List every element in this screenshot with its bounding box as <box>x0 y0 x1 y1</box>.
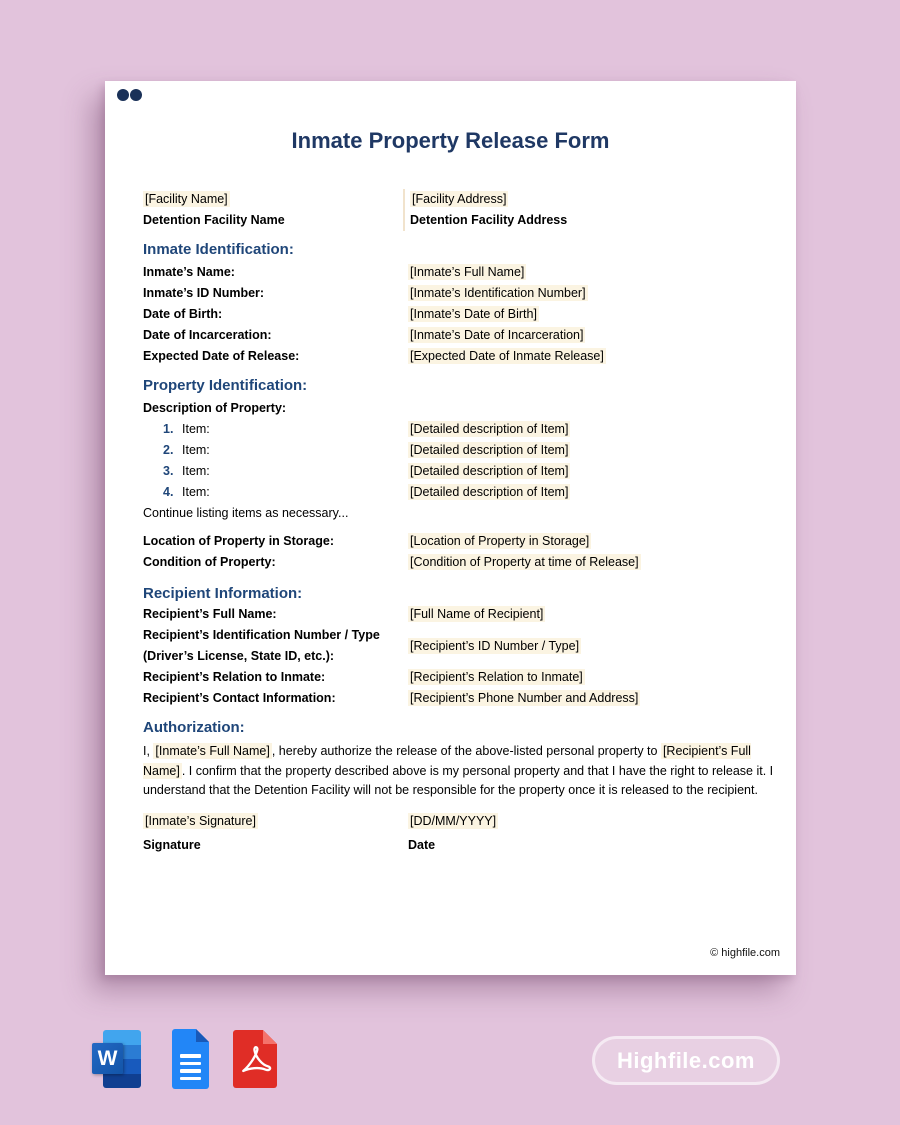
property-items-list <box>143 419 785 503</box>
facility-address-label: Detention Facility Address <box>410 213 568 227</box>
section-heading-authorization: Authorization: <box>143 719 245 736</box>
logo-dot-icon <box>117 89 129 101</box>
acrobat-mark-icon <box>237 1043 273 1079</box>
paragraph-segment: , hereby authorize the release of the above-listed personal property to <box>271 744 661 758</box>
document-content <box>105 189 796 855</box>
row-label: Location of Property in Storage: <box>143 534 334 548</box>
item-placeholder: [Detailed description of Item] <box>410 464 569 478</box>
row-label: Expected Date of Release: <box>143 349 300 363</box>
copyright-text: © highfile.com <box>710 947 780 959</box>
row-placeholder: [Inmate’s Date of Birth] <box>410 307 537 321</box>
recipient-rows <box>143 604 785 709</box>
form-row <box>143 325 785 346</box>
signature-column <box>143 811 408 855</box>
row-label-line2: (Driver’s License, State ID, etc.): <box>143 649 335 663</box>
form-row <box>143 625 785 667</box>
signature-block <box>143 811 785 855</box>
form-row <box>143 604 785 625</box>
row-label: Date of Incarceration: <box>143 328 272 342</box>
item-number: 1. <box>163 422 174 436</box>
docs-corner-fold <box>196 1029 209 1042</box>
paragraph-segment: . I confirm that the property described above is my personal property and that I have the right to release it. I understand that the Detention Facility will not be responsible for the property once it is released to the recipient. <box>143 763 774 797</box>
section-heading-inmate-identification: Inmate Identification: <box>143 241 294 258</box>
paragraph-placeholder: [Recipient’s Full Name] <box>143 744 751 778</box>
section-heading-recipient-information: Recipient Information: <box>143 585 303 602</box>
row-label: Inmate’s Name: <box>143 265 235 279</box>
row-placeholder: [Recipient’s Phone Number and Address] <box>410 691 639 705</box>
facility-name-column <box>143 189 403 231</box>
row-label: Recipient’s Relation to Inmate: <box>143 670 326 684</box>
item-number: 4. <box>163 485 174 499</box>
signature-placeholder: [Inmate’s Signature] <box>145 813 256 828</box>
inmate-identification-rows <box>143 262 785 367</box>
date-placeholder: [DD/MM/YYYY] <box>410 813 497 828</box>
item-number: 3. <box>163 464 174 478</box>
row-placeholder: [Inmate’s Identification Number] <box>410 286 586 300</box>
item-label: Item: <box>182 464 210 478</box>
item-placeholder: [Detailed description of Item] <box>410 443 569 457</box>
row-label-line1: Recipient’s Identification Number / Type <box>143 628 380 642</box>
item-placeholder: [Detailed description of Item] <box>410 485 569 499</box>
facility-address-placeholder: [Facility Address] <box>412 192 507 206</box>
row-placeholder: [Location of Property in Storage] <box>410 534 590 548</box>
row-label: Condition of Property: <box>143 555 276 569</box>
highfile-logo-dots-icon <box>117 89 142 101</box>
item-label: Item: <box>182 422 210 436</box>
list-item <box>143 461 785 482</box>
facility-name-placeholder: [Facility Name] <box>145 192 228 206</box>
row-placeholder: [Expected Date of Inmate Release] <box>410 349 604 363</box>
pdf-icon[interactable] <box>233 1030 277 1088</box>
page-title: Inmate Property Release Form <box>291 128 610 153</box>
form-row <box>143 346 785 367</box>
item-label: Item: <box>182 443 210 457</box>
row-placeholder: [Recipient’s Relation to Inmate] <box>410 670 583 684</box>
row-placeholder: [Recipient’s ID Number / Type] <box>410 638 580 653</box>
row-label: Date of Birth: <box>143 307 223 321</box>
document-page <box>105 81 796 975</box>
ms-word-icon[interactable] <box>92 1030 141 1088</box>
form-row <box>143 688 785 709</box>
form-row <box>143 552 785 573</box>
facility-header <box>143 189 785 231</box>
form-row <box>143 304 785 325</box>
row-placeholder: [Condition of Property at time of Release] <box>410 555 639 569</box>
pdf-corner-fold <box>263 1030 277 1044</box>
paragraph-placeholder: [Inmate’s Full Name] <box>155 744 270 758</box>
form-row <box>143 262 785 283</box>
highfile-brand-button[interactable]: Highfile.com <box>592 1036 780 1085</box>
paragraph-segment: I, <box>143 744 154 758</box>
google-docs-icon[interactable] <box>172 1029 209 1089</box>
form-row <box>143 667 785 688</box>
row-placeholder: [Inmate’s Full Name] <box>410 265 525 279</box>
list-item <box>143 482 785 503</box>
date-column <box>408 811 673 855</box>
docs-text-lines <box>180 1054 201 1084</box>
list-item <box>143 419 785 440</box>
item-placeholder: [Detailed description of Item] <box>410 422 569 436</box>
facility-name-label: Detention Facility Name <box>143 213 285 227</box>
signature-label: Signature <box>143 837 201 852</box>
item-number: 2. <box>163 443 174 457</box>
form-row <box>143 531 785 552</box>
row-label: Recipient’s Contact Information: <box>143 691 336 705</box>
row-label: Recipient’s Full Name: <box>143 607 277 621</box>
date-label: Date <box>408 837 436 852</box>
list-item <box>143 440 785 461</box>
property-storage-rows <box>143 531 785 573</box>
row-label <box>143 625 408 667</box>
continue-listing-note: Continue listing items as necessary... <box>143 506 349 520</box>
facility-address-column <box>403 189 785 231</box>
authorization-paragraph <box>143 742 785 801</box>
form-row <box>143 283 785 304</box>
description-of-property-label: Description of Property: <box>143 401 287 415</box>
row-label: Inmate’s ID Number: <box>143 286 265 300</box>
row-placeholder: [Full Name of Recipient] <box>410 607 544 621</box>
row-placeholder: [Inmate’s Date of Incarceration] <box>410 328 584 342</box>
logo-dot-icon <box>130 89 142 101</box>
item-label: Item: <box>182 485 210 499</box>
word-letter-tile: W <box>92 1043 123 1074</box>
section-heading-property-identification: Property Identification: <box>143 377 308 394</box>
